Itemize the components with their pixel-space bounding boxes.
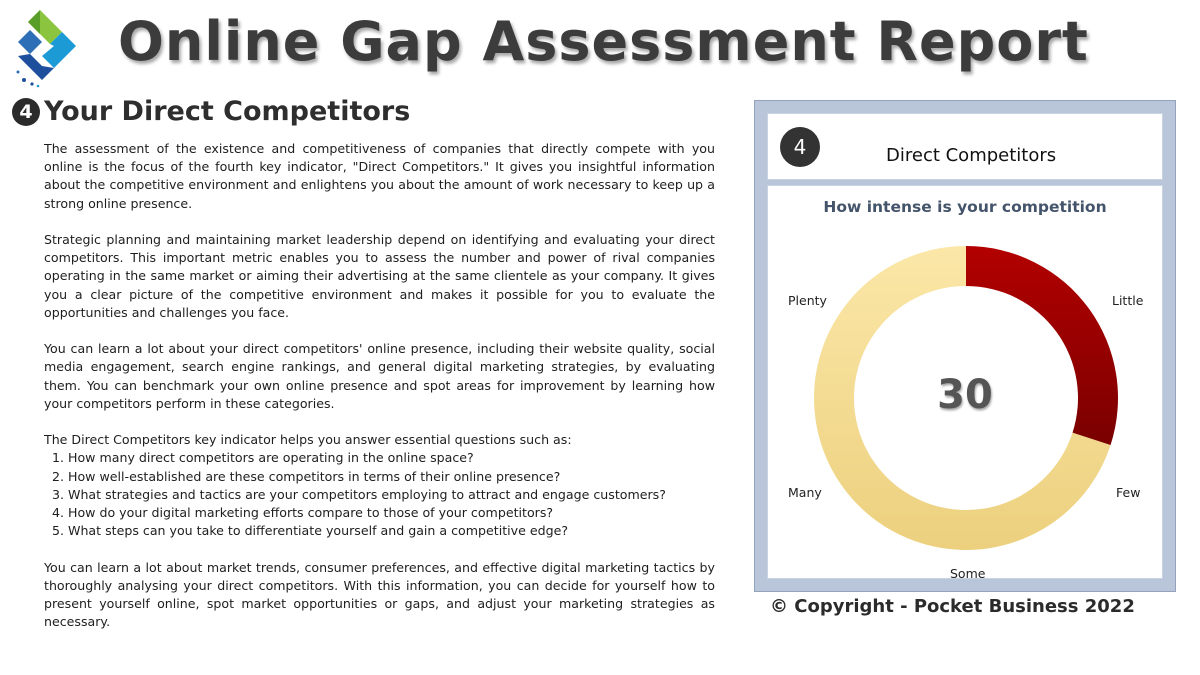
questions-intro: The Direct Competitors key indicator helps you answer essential questions such as: [44,432,572,448]
card-title: Direct Competitors [886,145,1057,166]
scale-label-little: Little [1112,293,1144,308]
closing-paragraph: You can learn a lot about market trends, consumer preferences, and effective digital marketing tactics by thoroughly analysing your direct competitors. With this information, you can decide for yourself how to present yourself online, spot market opportunities or gaps, and adjust your marketing strategies as necessary. [44,559,715,630]
paragraph: The assessment of the existence and competitiveness of companies that directly compete with you online is the focus of the fourth key indicator, "Direct Competitors." It gives you insightful information about the competitive environment and enlightens you about the amount of work necessary to keep up a strong online presence. [44,141,715,211]
section-title: Your Direct Competitors [44,96,411,127]
question-item: 1. How many direct competitors are operating in the online space? [68,449,715,467]
copyright-notice: © Copyright - Pocket Business 2022 [770,596,1135,617]
question-item: 2. How well-established are these competitors in terms of their online presence? [68,468,715,486]
scale-label-few: Few [1116,485,1141,500]
paragraph: Strategic planning and maintaining market leadership depend on identifying and evaluating your direct competitors. This important metric enables you to assess the number and power of rival companies operating in the same market or aiming their advertising at the same clientele as your company. It gives you a clear picture of the competitive environment and makes it possible for you to evaluate the opportunities and challenges you face. [44,232,715,320]
card-header [767,113,1163,180]
card-number-badge: 4 [780,127,820,167]
brand-logo-icon [10,6,80,88]
gauge-chart [767,185,1163,579]
scale-label-some: Some [950,566,986,581]
scale-label-plenty: Plenty [788,293,827,308]
question-item: 4. How do your digital marketing efforts compare to those of your competitors? [68,504,715,522]
paragraph: You can learn a lot about your direct competitors' online presence, including their website quality, social media engagement, search engine rankings, and general digital marketing strategies, by evaluating them. You can benchmark your own online presence and spot areas for improvement by learning how your competitors perform in these categories. [44,341,715,411]
chart-title: How intense is your competition [823,198,1107,216]
section-number-badge: 4 [12,98,40,126]
question-item: 5. What steps can you take to differentiate yourself and gain a competitive edge? [68,522,715,540]
indicator-card [754,100,1176,592]
gauge-value: 30 [937,372,993,418]
question-item: 3. What strategies and tactics are your competitors employing to attract and engage customers? [68,486,715,504]
section-body [44,140,715,650]
questions-list [44,449,715,540]
report-title: Online Gap Assessment Report [118,10,1089,73]
section-heading [12,96,410,127]
scale-label-many: Many [788,485,822,500]
